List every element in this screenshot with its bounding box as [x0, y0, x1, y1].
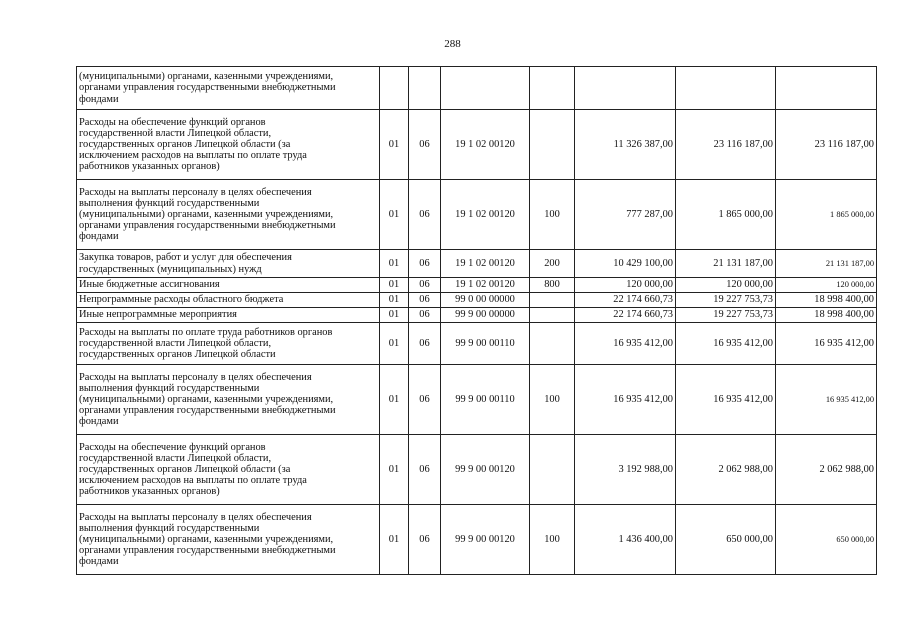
- cell-amount-1: 3 192 988,00: [575, 435, 676, 505]
- table-row: [77, 293, 877, 308]
- cell-amount-2: 2 062 988,00: [676, 435, 776, 505]
- cell-section: 01: [380, 308, 409, 323]
- cell-subsection: 06: [409, 505, 441, 575]
- table-row: [77, 110, 877, 180]
- cell-subsection: 06: [409, 435, 441, 505]
- cell-amount-2: 650 000,00: [676, 505, 776, 575]
- cell-description: Иные бюджетные ассигнования: [77, 278, 380, 293]
- cell-expense-type: 800: [530, 278, 575, 293]
- cell-section: 01: [380, 435, 409, 505]
- cell-subsection: 06: [409, 308, 441, 323]
- cell-section: 01: [380, 250, 409, 278]
- table-row: [77, 365, 877, 435]
- cell-description: Закупка товаров, работ и услуг для обеспечения государственных (муниципальных) нужд: [77, 250, 380, 278]
- cell-target-article: 99 9 00 00120: [441, 435, 530, 505]
- cell-amount-1: [575, 67, 676, 110]
- cell-amount-2: 16 935 412,00: [676, 323, 776, 365]
- cell-subsection: 06: [409, 323, 441, 365]
- cell-amount-3: [776, 278, 877, 293]
- cell-amount-3: [776, 180, 877, 250]
- cell-target-article: 19 1 02 00120: [441, 250, 530, 278]
- cell-amount-2: 16 935 412,00: [676, 365, 776, 435]
- cell-section: 01: [380, 323, 409, 365]
- cell-description: Расходы на обеспечение функций органов государственной власти Липецкой области, государственных органов Липецкой области (за исключением расходов на выплаты по оплате труда работников указанных органов): [77, 110, 380, 180]
- cell-section: 01: [380, 278, 409, 293]
- table-row: [77, 67, 877, 110]
- cell-subsection: 06: [409, 293, 441, 308]
- cell-amount-1: 120 000,00: [575, 278, 676, 293]
- cell-subsection: 06: [409, 250, 441, 278]
- cell-amount-2: 120 000,00: [676, 278, 776, 293]
- cell-target-article: 99 9 00 00120: [441, 505, 530, 575]
- cell-section: 01: [380, 293, 409, 308]
- cell-section: [380, 67, 409, 110]
- cell-subsection: 06: [409, 365, 441, 435]
- cell-expense-type: 100: [530, 505, 575, 575]
- cell-amount-3: 16 935 412,00: [776, 323, 877, 365]
- cell-amount-3: [776, 365, 877, 435]
- cell-description: (муниципальными) органами, казенными учреждениями, органами управления государственными внебюджетными фондами: [77, 67, 380, 110]
- cell-amount-3: 23 116 187,00: [776, 110, 877, 180]
- cell-section: 01: [380, 365, 409, 435]
- cell-expense-type: [530, 308, 575, 323]
- table-row: [77, 180, 877, 250]
- table-row: [77, 250, 877, 278]
- amount-text: 16 935 412,00: [825, 394, 874, 404]
- cell-target-article: 99 9 00 00110: [441, 323, 530, 365]
- table-row: [77, 278, 877, 293]
- cell-amount-1: 16 935 412,00: [575, 365, 676, 435]
- page-number: 288: [444, 38, 461, 50]
- cell-description: Расходы на обеспечение функций органов государственной власти Липецкой области, государственных органов Липецкой области (за исключением расходов на выплаты по оплате труда работников указанных органов): [77, 435, 380, 505]
- cell-amount-3: 18 998 400,00: [776, 293, 877, 308]
- amount-text: 1 865 000,00: [830, 209, 874, 219]
- cell-expense-type: [530, 110, 575, 180]
- table-row: [77, 505, 877, 575]
- cell-target-article: 19 1 02 00120: [441, 278, 530, 293]
- cell-amount-2: 19 227 753,73: [676, 308, 776, 323]
- cell-target-article: [441, 67, 530, 110]
- cell-amount-1: 16 935 412,00: [575, 323, 676, 365]
- cell-target-article: 19 1 02 00120: [441, 110, 530, 180]
- cell-target-article: 99 9 00 00110: [441, 365, 530, 435]
- cell-expense-type: [530, 67, 575, 110]
- amount-text: 650 000,00: [836, 534, 874, 544]
- amount-text: 120 000,00: [836, 280, 874, 290]
- cell-amount-2: 19 227 753,73: [676, 293, 776, 308]
- cell-description: Расходы на выплаты персоналу в целях обеспечения выполнения функций государственными (муниципальными) органами, казенными учреждениями, органами управления государственными внебюджетными фондами: [77, 180, 380, 250]
- cell-amount-1: 22 174 660,73: [575, 293, 676, 308]
- cell-amount-3: 18 998 400,00: [776, 308, 877, 323]
- cell-amount-1: 1 436 400,00: [575, 505, 676, 575]
- cell-subsection: [409, 67, 441, 110]
- cell-expense-type: [530, 435, 575, 505]
- cell-expense-type: [530, 323, 575, 365]
- table-row: [77, 323, 877, 365]
- cell-subsection: 06: [409, 180, 441, 250]
- cell-target-article: 19 1 02 00120: [441, 180, 530, 250]
- cell-subsection: 06: [409, 110, 441, 180]
- cell-expense-type: 200: [530, 250, 575, 278]
- cell-amount-2: 23 116 187,00: [676, 110, 776, 180]
- cell-description: Расходы на выплаты персоналу в целях обеспечения выполнения функций государственными (муниципальными) органами, казенными учреждениями, органами управления государственными внебюджетными фондами: [77, 365, 380, 435]
- cell-expense-type: 100: [530, 180, 575, 250]
- budget-table: [76, 66, 877, 575]
- cell-target-article: 99 9 00 00000: [441, 308, 530, 323]
- cell-expense-type: [530, 293, 575, 308]
- cell-section: 01: [380, 505, 409, 575]
- cell-amount-2: 21 131 187,00: [676, 250, 776, 278]
- cell-amount-1: 22 174 660,73: [575, 308, 676, 323]
- cell-amount-2: 1 865 000,00: [676, 180, 776, 250]
- cell-description: Иные непрограммные мероприятия: [77, 308, 380, 323]
- cell-description: Непрограммные расходы областного бюджета: [77, 293, 380, 308]
- cell-description: Расходы на выплаты по оплате труда работников органов государственной власти Липецкой области, государственных органов Липецкой области: [77, 323, 380, 365]
- cell-amount-3: [776, 250, 877, 278]
- cell-target-article: 99 0 00 00000: [441, 293, 530, 308]
- table-row: [77, 435, 877, 505]
- cell-section: 01: [380, 110, 409, 180]
- table-row: [77, 308, 877, 323]
- cell-amount-3: 2 062 988,00: [776, 435, 877, 505]
- cell-amount-1: 777 287,00: [575, 180, 676, 250]
- cell-amount-3: [776, 505, 877, 575]
- amount-text: 21 131 187,00: [825, 258, 874, 268]
- cell-subsection: 06: [409, 278, 441, 293]
- cell-amount-2: [676, 67, 776, 110]
- cell-amount-1: 10 429 100,00: [575, 250, 676, 278]
- cell-section: 01: [380, 180, 409, 250]
- cell-amount-1: 11 326 387,00: [575, 110, 676, 180]
- cell-amount-3: [776, 67, 877, 110]
- cell-expense-type: 100: [530, 365, 575, 435]
- cell-description: Расходы на выплаты персоналу в целях обеспечения выполнения функций государственными (муниципальными) органами, казенными учреждениями, органами управления государственными внебюджетными фондами: [77, 505, 380, 575]
